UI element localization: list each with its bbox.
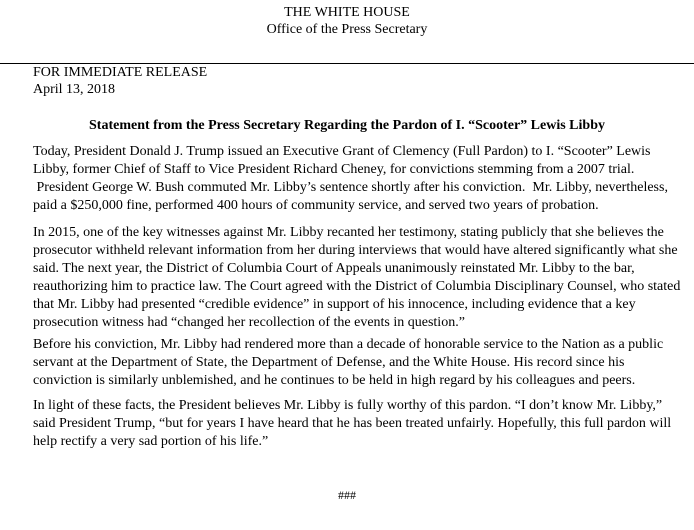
paragraph-line: servant at the Department of State, the Department of Defense, and the White House. His record since his: [33, 355, 625, 370]
paragraph-line: said President Trump, “but for years I have heard that he has been treated unfairly. Hopefully, this full pardon will: [33, 416, 672, 431]
paragraph-line: In light of these facts, the President believes Mr. Libby is fully worthy of this pardon. “I don’t know Mr. Libby,”: [33, 398, 663, 413]
statement-title: Statement from the Press Secretary Regarding the Pardon of I. “Scooter” Lewis Libby: [89, 118, 605, 133]
office-name: Office of the Press Secretary: [266, 22, 428, 37]
paragraph-line: reauthorizing him to practice law. The Court agreed with the District of Columbia Disciplinary Counsel, who stated: [33, 279, 681, 294]
paragraph-line: In 2015, one of the key witnesses against Mr. Libby recanted her testimony, stating publicly that she believes the: [33, 225, 664, 240]
paragraph-line: Today, President Donald J. Trump issued an Executive Grant of Clemency (Full Pardon) to I. “Scooter” Lewis: [33, 144, 651, 159]
paragraph-line: Before his conviction, Mr. Libby had rendered more than a decade of honorable service to the Nation as a public: [33, 337, 664, 352]
paragraph-line: Libby, former Chief of Staff to Vice President Richard Cheney, for convictions stemming from a 2007 trial.: [33, 162, 635, 177]
paragraph-line: said. The next year, the District of Columbia Court of Appeals unanimously reinstated Mr. Libby to the bar,: [33, 261, 635, 276]
paragraph: [33, 224, 681, 332]
release-label: FOR IMMEDIATE RELEASE: [33, 65, 208, 80]
paragraph-line: President George W. Bush commuted Mr. Libby’s sentence shortly after his conviction. Mr. Libby, nevertheless,: [33, 180, 668, 195]
paragraph-line: paid a $250,000 fine, performed 400 hours of community service, and served two years of probation.: [33, 198, 599, 213]
release-date: April 13, 2018: [33, 82, 116, 97]
paragraph-line: prosecution witness had “changed her recollection of the events in question.”: [33, 315, 465, 330]
paragraph-line: prosecutor withheld relevant information from her during interviews that would have altered significantly what she: [33, 243, 678, 258]
paragraph-line: that Mr. Libby had presented “credible evidence” in support of his innocence, including evidence that a key: [33, 297, 636, 312]
paragraph: [33, 336, 673, 390]
paragraph-line: conviction is similarly unblemished, and he continues to be held in high regard by his colleagues and peers.: [33, 373, 636, 388]
paragraph: [33, 397, 673, 451]
end-mark: ###: [338, 488, 356, 502]
letterhead: [0, 4, 694, 38]
paragraph: [33, 143, 673, 215]
organization-name: THE WHITE HOUSE: [284, 5, 410, 20]
release-info: [33, 64, 207, 98]
paragraph-line: help rectify a very sad portion of his life.”: [33, 434, 269, 449]
